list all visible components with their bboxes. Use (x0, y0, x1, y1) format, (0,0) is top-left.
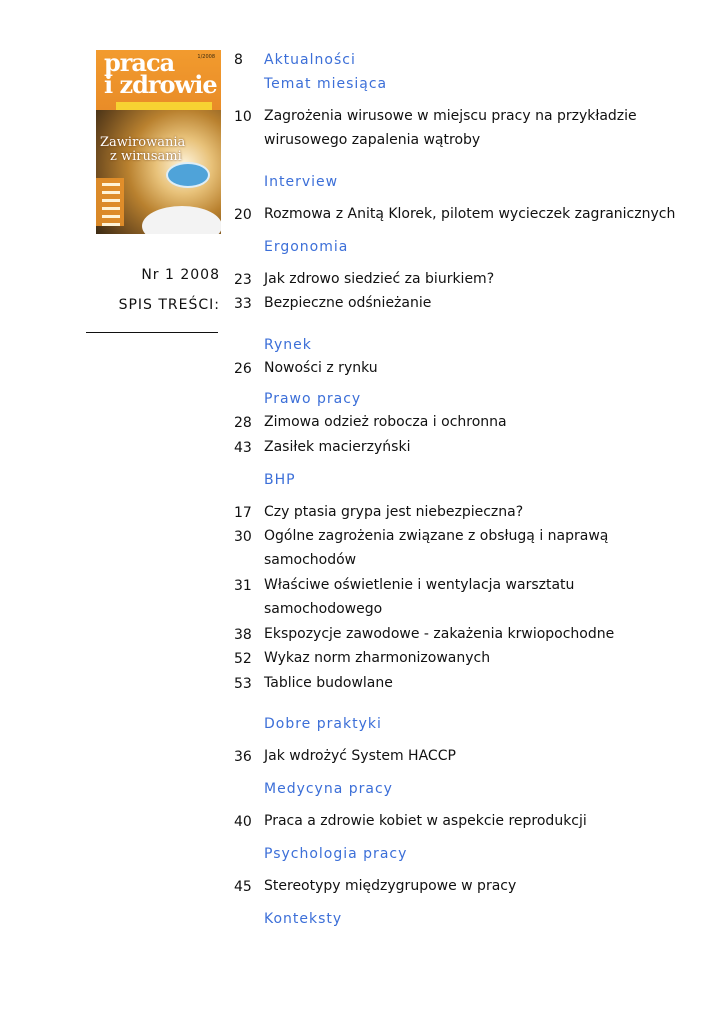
toc-page-number: 33 (234, 296, 252, 312)
toc-entry-title: Zimowa odzież robocza i ochronna (264, 414, 507, 430)
cover-contents-list (96, 178, 124, 226)
toc-page-number: 10 (234, 109, 252, 125)
divider-rule (86, 332, 218, 333)
toc-entry-title: Jak zdrowo siedzieć za biurkiem? (264, 271, 495, 287)
section-heading-rynek: Rynek (264, 337, 312, 353)
cover-headline-line1: Zawirowania (100, 135, 186, 150)
cover-title-line1: praca (104, 50, 175, 77)
section-heading-medycyna-pracy: Medycyna pracy (264, 781, 393, 797)
issue-number: Nr 1 2008 (141, 267, 220, 283)
section-heading-konteksty: Konteksty (264, 911, 343, 927)
toc-page-number: 17 (234, 505, 252, 521)
toc-entry-title: Ekspozycje zawodowe - zakażenia krwiopochodne (264, 626, 615, 642)
cover-petri-dish (166, 162, 210, 188)
toc-page-number: 20 (234, 207, 252, 223)
toc-entry-title: Zagrożenia wirusowe w miejscu pracy na przykładzie wirusowego zapalenia wątroby (264, 108, 637, 148)
cover-strip (116, 102, 212, 110)
section-heading-temat-miesiaca: Temat miesiąca (264, 76, 388, 92)
toc-page-number: 38 (234, 627, 252, 643)
toc-entry-title: Wykaz norm zharmonizowanych (264, 650, 491, 666)
section-heading-dobre-praktyki: Dobre praktyki (264, 716, 382, 732)
cover-headline-line2: z wirusami (110, 149, 182, 164)
toc-page-number: 45 (234, 879, 252, 895)
toc-entry-title: Nowości z rynku (264, 360, 378, 376)
toc-page-number: 43 (234, 440, 252, 456)
section-heading-interview: Interview (264, 174, 339, 190)
cover-title-line2: i zdrowie (104, 70, 217, 99)
toc-entry-title: Czy ptasia grypa jest niebezpieczna? (264, 504, 524, 520)
toc-page-number: 28 (234, 415, 252, 431)
toc-entry-title: Rozmowa z Anitą Klorek, pilotem wycieczek zagranicznych (264, 206, 676, 222)
toc-page-number: 31 (234, 578, 252, 594)
toc-entry-title: Tablice budowlane (264, 675, 393, 691)
toc-page-number: 30 (234, 529, 252, 545)
toc-entry-title: Bezpieczne odśnieżanie (264, 295, 432, 311)
magazine-cover-image (96, 50, 221, 234)
toc-page-number: 40 (234, 814, 252, 830)
toc-entry-title: Praca a zdrowie kobiet w aspekcie reprodukcji (264, 813, 587, 829)
toc-entry-title: Zasiłek macierzyński (264, 439, 411, 455)
section-heading-aktualnosci: Aktualności (264, 52, 356, 68)
cover-issue-code: 1/2008 (197, 54, 215, 60)
toc-page-number: 36 (234, 749, 252, 765)
toc-page-number: 52 (234, 651, 252, 667)
toc-entry-title: Właściwe oświetlenie i wentylacja warsztatu samochodowego (264, 577, 575, 617)
toc-entry-title: Ogólne zagrożenia związane z obsługą i naprawą samochodów (264, 528, 609, 568)
section-heading-prawo-pracy: Prawo pracy (264, 391, 362, 407)
section-heading-ergonomia: Ergonomia (264, 239, 349, 255)
cover-headline (100, 136, 185, 164)
toc-page-number: 53 (234, 676, 252, 692)
toc-page-number: 23 (234, 272, 252, 288)
section-heading-bhp: BHP (264, 472, 296, 488)
toc-page-number: 8 (234, 52, 243, 68)
toc-page-number: 26 (234, 361, 252, 377)
toc-entry-title: Stereotypy międzygrupowe w pracy (264, 878, 517, 894)
toc-label: SPIS TREŚCI: (118, 297, 220, 313)
section-heading-psychologia-pracy: Psychologia pracy (264, 846, 408, 862)
toc-entry-title: Jak wdrożyć System HACCP (264, 748, 456, 764)
cover-plate (142, 206, 221, 234)
